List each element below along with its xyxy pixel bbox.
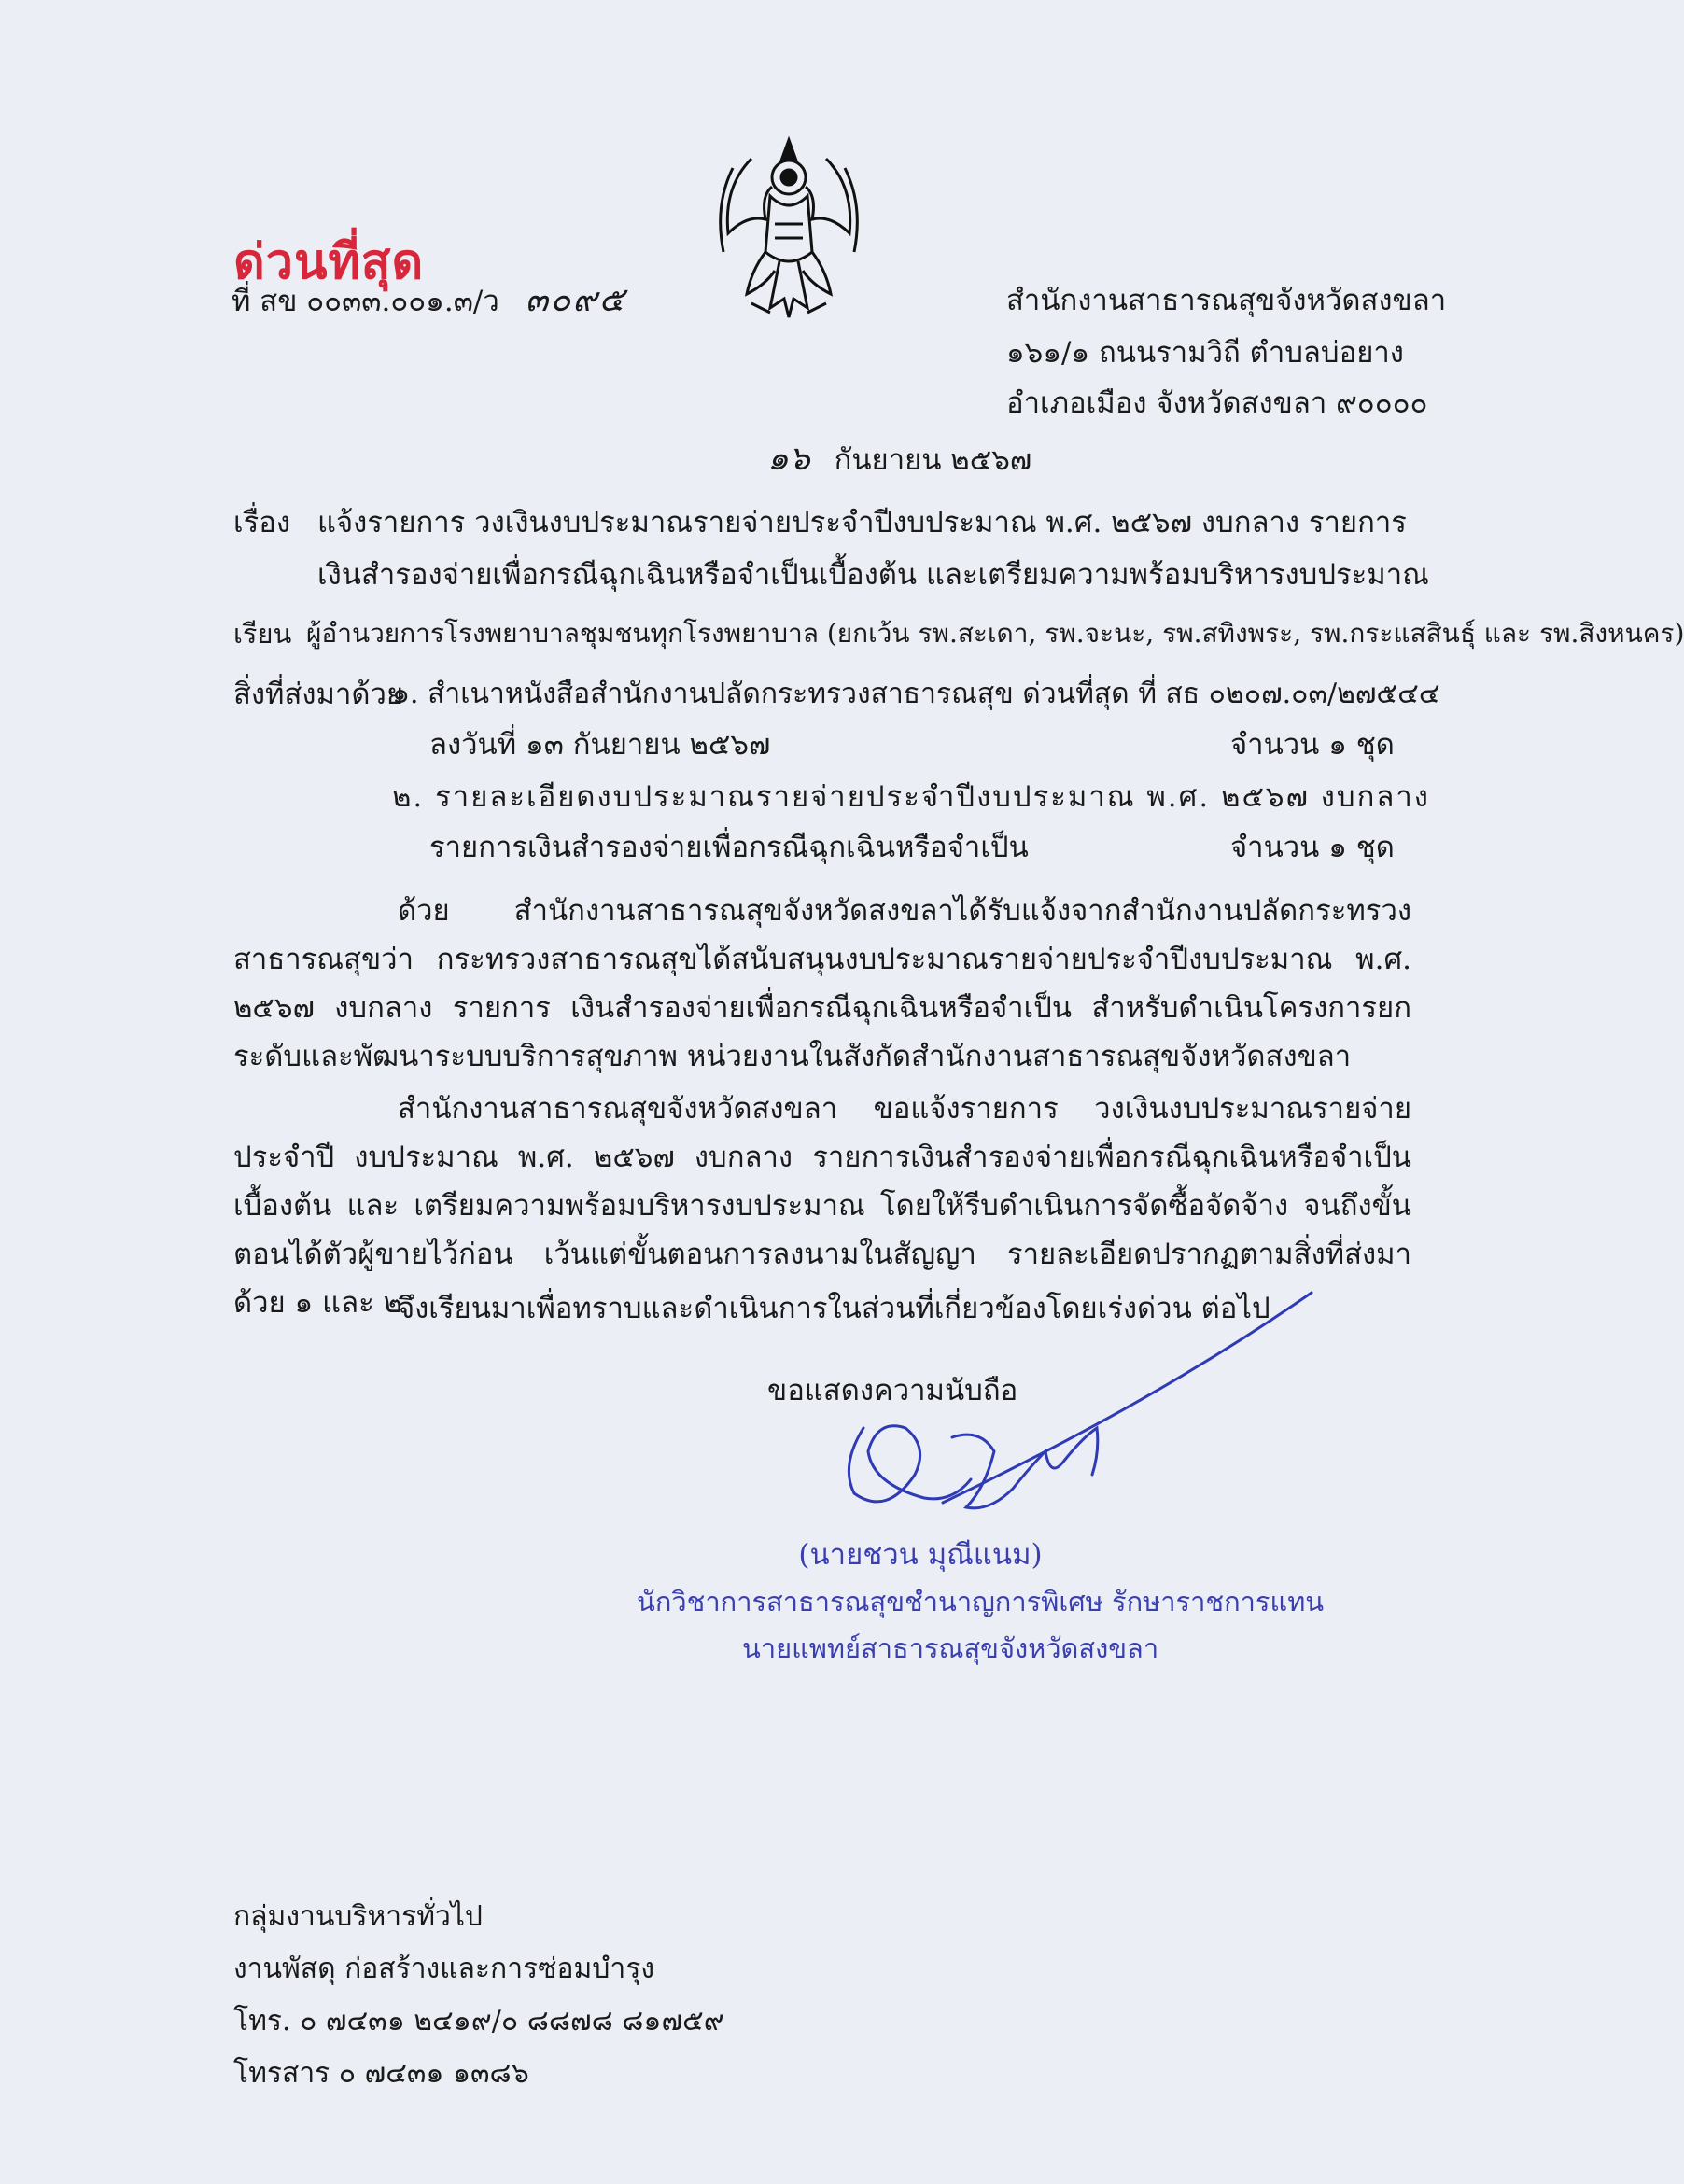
enclosure-item-1-date: ลงวันที่ ๑๓ กันยายน ๒๕๖๗	[429, 728, 771, 762]
document-date	[767, 439, 1031, 481]
body-paragraph-3: จึงเรียนมาเพื่อทราบและดำเนินการในส่วนที่เกี่ยวข้องโดยเร่งด่วน ต่อไป	[398, 1292, 1270, 1325]
document-number	[232, 280, 626, 322]
document-number-handwritten: ๓๐๙๕	[525, 281, 626, 319]
date-day-handwritten: ๑๖	[767, 440, 810, 478]
garuda-emblem-icon	[695, 131, 882, 327]
signatory-title-1: นักวิชาการสาธารณสุขชำนาญการพิเศษ รักษาราชการแทน	[637, 1586, 1325, 1617]
enclosures-label: สิ่งที่ส่งมาด้วย	[233, 678, 404, 711]
handwritten-signature	[765, 1288, 1344, 1549]
subject-line-1: แจ้งรายการ วงเงินงบประมาณรายจ่ายประจำปีงบประมาณ พ.ศ. ๒๕๖๗ งบกลาง รายการ	[317, 506, 1407, 539]
enclosure-item-2-desc: รายการเงินสำรองจ่ายเพื่อกรณีฉุกเฉินหรือจำเป็น	[429, 831, 1029, 864]
recipient-label: เรียน	[233, 618, 292, 650]
footer-department: กลุ่มงานบริหารทั่วไป	[233, 1900, 483, 1933]
sender-address-line: สำนักงานสาธารณสุขจังหวัดสงขลา	[1006, 284, 1447, 317]
sender-address-line: ๑๖๑/๑ ถนนรามวิถี ตำบลบ่อยาง	[1006, 336, 1404, 370]
subject-label: เรื่อง	[233, 506, 291, 539]
enclosure-item-2: ๒. รายละเอียดงบประมาณรายจ่ายประจำปีงบประมาณ พ.ศ. ๒๕๖๗ งบกลาง	[392, 780, 1430, 814]
signatory-title-2: นายแพทย์สาธารณสุขจังหวัดสงขลา	[742, 1632, 1159, 1664]
urgent-stamp: ด่วนที่สุด	[233, 233, 425, 290]
body-paragraph-1: ด้วย สำนักงานสาธารณสุขจังหวัดสงขลาได้รับแจ้งจากสำนักงานปลัดกระทรวงสาธารณสุขว่า กระทรวงสาธารณสุขได้สนับสนุนงบประมาณรายจ่ายประจำปีงบประมาณ พ.ศ. ๒๕๖๗ งบกลาง รายการ เงินสำรองจ่ายเพื่อกรณีฉุกเฉินหรือจำเป็น สำหรับดำเนินโครงการยกระดับและพัฒนาระบบบริการสุขภาพ หน่วยงานในสังกัดสำนักงานสาธารณสุขจังหวัดสงขลา	[233, 894, 1411, 1073]
enclosure-item-1: ๑. สำเนาหนังสือสำนักงานปลัดกระทรวงสาธารณสุข ด่วนที่สุด ที่ สธ ๐๒๐๗.๐๓/๒๗๕๔๔	[392, 678, 1440, 710]
enclosure-item-2-qty: จำนวน ๑ ชุด	[1230, 831, 1395, 864]
document-number-prefix: ที่ สข ๐๐๓๓.๐๐๑.๓/ว	[232, 285, 499, 318]
enclosure-item-1-qty: จำนวน ๑ ชุด	[1230, 728, 1395, 762]
footer-fax: โทรสาร ๐ ๗๔๓๑ ๑๓๘๖	[233, 2057, 529, 2090]
date-month-year: กันยายน ๒๕๖๗	[834, 443, 1032, 477]
signatory-name: (นายชวน มุณีแนม)	[798, 1538, 1043, 1572]
recipient-text: ผู้อำนวยการโรงพยาบาลชุมชนทุกโรงพยาบาล (ยกเว้น รพ.สะเดา, รพ.จะนะ, รพ.สทิงพระ, รพ.กระแสสินธุ์ และ รพ.สิงหนคร)	[306, 618, 1684, 649]
footer-phone: โทร. ๐ ๗๔๓๑ ๒๔๑๙/๐ ๘๘๗๘ ๘๑๗๕๙	[233, 2005, 724, 2037]
footer-section: งานพัสดุ ก่อสร้างและการซ่อมบำรุง	[233, 1953, 654, 1985]
sender-address-line: อำเภอเมือง จังหวัดสงขลา ๙๐๐๐๐	[1006, 386, 1428, 420]
closing-salutation: ขอแสดงความนับถือ	[767, 1374, 1018, 1407]
subject-line-2: เงินสำรองจ่ายเพื่อกรณีฉุกเฉินหรือจำเป็นเบื้องต้น และเตรียมความพร้อมบริหารงบประมาณ	[317, 558, 1429, 592]
body-paragraph-2: สำนักงานสาธารณสุขจังหวัดสงขลา ขอแจ้งรายการ วงเงินงบประมาณรายจ่ายประจำปี งบประมาณ พ.ศ. ๒๕๖๗ งบกลาง รายการเงินสำรองจ่ายเพื่อกรณีฉุกเฉินหรือจำเป็นเบื้องต้น และ เตรียมความพร้อมบริหารงบประมาณ โดยให้รีบดำเนินการจัดซื้อจัดจ้าง จนถึงขั้นตอนได้ตัวผู้ขายไว้ก่อน เว้นแต่ขั้นตอนการลงนามในสัญญา รายละเอียดปรากฏตามสิ่งที่ส่งมาด้วย ๑ และ ๒	[233, 1092, 1411, 1320]
